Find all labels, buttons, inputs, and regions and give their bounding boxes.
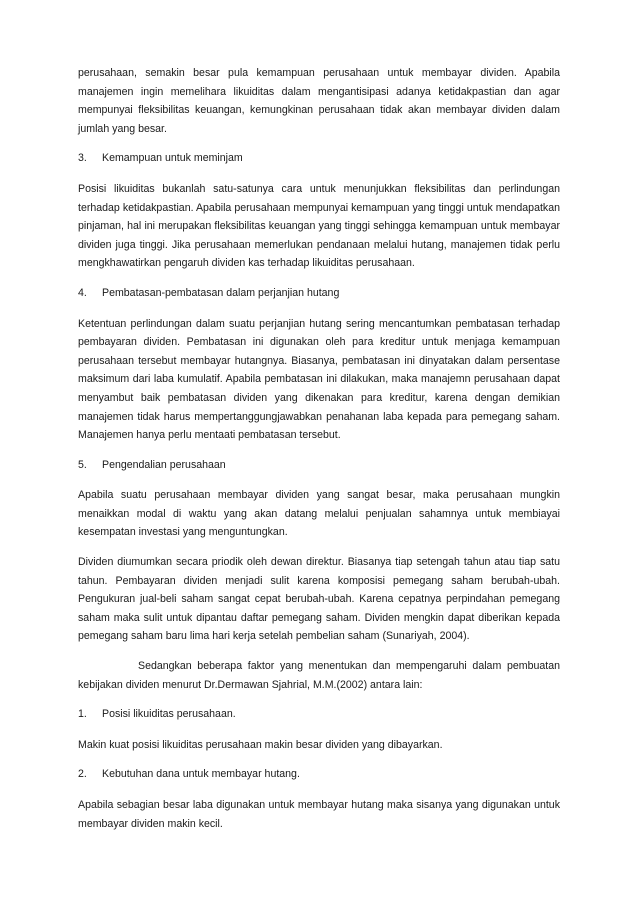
- list-item-2: [78, 765, 560, 784]
- paragraph-liquidity-position: Makin kuat posisi likuiditas perusahaan makin besar dividen yang dibayarkan.: [78, 738, 443, 751]
- document-page: [78, 64, 560, 844]
- paragraph-debt-funding: Apabila sebagian besar laba digunakan untuk membayar hutang maka sisanya yang digunakan untuk membayar dividen makin kecil.: [78, 799, 560, 830]
- paragraph-debt-restrictions: Ketentuan perlindungan dalam suatu perjanjian hutang sering mencantumkan pembatasan terhadap pembayaran dividen. Pembatasan ini digunakan oleh para kreditur untuk menjaga kemampuan perusahaan tersebut membayar hutangnya. Biasanya, pembatasan ini dinyatakan dalam persentase maksimum dari laba kumulatif. Apabila pembatasan ini dilakukan, maka manajemn perusahaan dapat menyambut baik pembatasan dividen yang dikenakan para kreditur, karena dengan demikian manajemen tidak harus mempertanggungjawabkan penahanan laba kepada para pemegang saham. Manajemen hanya perlu mentaati pembatasan tersebut.: [78, 317, 560, 442]
- paragraph-liquidity-continued: perusahaan, semakin besar pula kemampuan perusahaan untuk membayar dividen. Apabila manajemen ingin memelihara likuiditas dalam mengantisipasi adanya ketidakpastian dan agar mempunyai fleksibilitas keuangan, kemungkinan perusahaan tidak akan membayar dividen dalam jumlah yang besar.: [78, 67, 560, 135]
- list-heading: Pengendalian perusahaan: [102, 458, 226, 471]
- list-heading: Pembatasan-pembatasan dalam perjanjian hutang: [102, 286, 340, 299]
- list-heading: Posisi likuiditas perusahaan.: [102, 708, 236, 721]
- list-number: 5.: [78, 458, 87, 471]
- list-number: 1.: [78, 708, 87, 721]
- list-number: 4.: [78, 286, 87, 299]
- list-item-5: [78, 456, 560, 475]
- list-number: 3.: [78, 152, 87, 165]
- paragraph-factors-intro: Sedangkan beberapa faktor yang menentukan dan mempengaruhi dalam pembuatan kebijakan dividen menurut Dr.Dermawan Sjahrial, M.M.(2002) antara lain:: [78, 660, 560, 691]
- list-item-3: [78, 149, 560, 168]
- list-item-1: [78, 705, 560, 724]
- list-item-4: [78, 284, 560, 303]
- list-heading: Kemampuan untuk meminjam: [102, 152, 243, 165]
- paragraph-borrowing-ability: Posisi likuiditas bukanlah satu-satunya cara untuk menunjukkan fleksibilitas dan perlindungan terhadap ketidakpastian. Apabila perusahaan mempunyai kemampuan yang tinggi untuk mendapatkan pinjaman, hal ini merupakan fleksibilitas keuangan yang tinggi sehingga kemampuan untuk membayar dividen juga tinggi. Jika perusahaan memerlukan pendanaan melalui hutang, manajemen tidak perlu mengkhawatirkan pengaruh dividen kas terhadap likuiditas perusahaan.: [78, 182, 560, 270]
- paragraph-dividend-announcement: Dividen diumumkan secara priodik oleh dewan direktur. Biasanya tiap setengah tahun atau tiap satu tahun. Pembayaran dividen menjadi sulit karena komposisi pemegang saham berubah-ubah. Pengukuran jual-beli saham sangat cepat berubah-ubah. Karena cepatnya perpindahan pemegang saham maka sulit untuk dipantau daftar pemegang saham. Dividen mengkin dapat diberikan kepada pemegang saham baru lima hari kerja setelah pembelian saham (Sunariyah, 2004).: [78, 556, 560, 643]
- list-heading: Kebutuhan dana untuk membayar hutang.: [102, 768, 300, 781]
- list-number: 2.: [78, 768, 87, 781]
- paragraph-company-control: Apabila suatu perusahaan membayar dividen yang sangat besar, maka perusahaan mungkin menaikkan modal di waktu yang akan datang melalui penjualan sahamnya untuk membiayai kesempatan investasi yang menguntungkan.: [78, 489, 560, 539]
